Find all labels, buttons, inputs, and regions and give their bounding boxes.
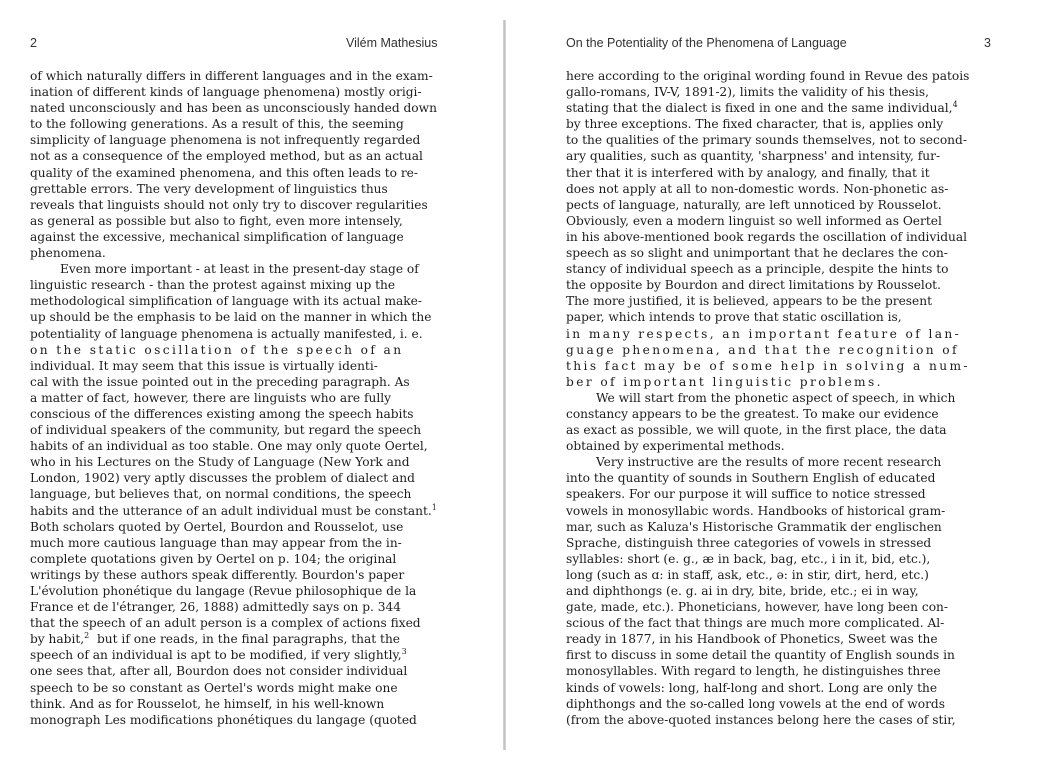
book-gutter (503, 20, 506, 750)
text-line: against the excessive, mechanical simplification of language (30, 229, 404, 244)
text-line: conscious of the differences existing among the speech habits (30, 406, 414, 421)
text-line-spaced: ber of important linguistic problems. (566, 374, 883, 389)
text-line-spaced: on the static oscillation of the speech of an (30, 342, 404, 357)
text-line: not as a consequence of the employed method, but as an actual (30, 149, 423, 164)
text-line (30, 631, 470, 647)
text-line: syllables: short (e. g., æ in back, bag, etc., i in it, bid, etc.), (566, 551, 931, 566)
text-line: to the qualities of the primary sounds themselves, not to second- (566, 133, 967, 148)
text-line: constancy appears to be the greatest. To make our evidence (566, 406, 939, 421)
text-line (30, 503, 470, 519)
text-line: speakers. For our purpose it will suffice to notice stressed (566, 487, 926, 502)
text-line: speech as so slight and unimportant that he declares the con- (566, 246, 948, 261)
text-line: of individual speakers of the community, but regard the speech (30, 423, 422, 438)
text-line: vowels in monosyllabic words. Handbooks of historical gram- (566, 503, 946, 518)
footnote-mark: 2 (84, 631, 90, 641)
text-line: the opposite by Bourdon and direct limitations by Rousselot. (566, 278, 941, 293)
text-line: simplicity of language phenomena is not infrequently regarded (30, 133, 421, 148)
text-line: language, but believes that, on normal conditions, the speech (30, 487, 412, 502)
text-line: scious of the fact that things are much more complicated. Al- (566, 616, 945, 631)
text-line: individual. It may seem that this issue is virtually identi- (30, 358, 378, 373)
text-line: first to discuss in some detail the quantity of English sounds in (566, 648, 955, 663)
text-line: gallo-romans, IV-V, 1891-2), limits the validity of his thesis, (566, 85, 929, 100)
text-line: linguistic research - than the protest against mixing up the (30, 278, 396, 293)
text-line-spaced: this fact may be of some help in solving a num- (566, 358, 970, 373)
text-line: that the speech of an adult person is a complex of actions fixed (30, 616, 421, 631)
running-head: Vilém Mathesius (346, 36, 438, 50)
text-line: gate, made, etc.). Phoneticians, however, have long been con- (566, 600, 949, 615)
text-line: complete quotations given by Oertel on p. 104; the original (30, 551, 397, 566)
text-line: speech to be so constant as Oertel's words might make one (30, 680, 398, 695)
paragraph-first-line: Even more important - at least in the present-day stage of (60, 262, 419, 277)
text-line: Both scholars quoted by Oertel, Bourdon and Rousselot, use (30, 519, 404, 534)
text-line: much more cautious language than may appear from the in- (30, 535, 402, 550)
text-line: phenomena. (30, 246, 106, 261)
text-line-content: stating that the dialect is fixed in one and the same individual, (566, 101, 953, 116)
text-line: up should be the emphasis to be laid on the manner in which the (30, 310, 432, 325)
footnote-mark: 4 (952, 100, 958, 110)
running-head: On the Potentiality of the Phenomena of Language (566, 36, 847, 50)
right-page-header (566, 36, 1002, 54)
left-page (30, 0, 470, 768)
page-number: 2 (30, 36, 37, 50)
text-line: ination of different kinds of language phenomena) mostly origi- (30, 85, 422, 100)
text-line-content: habits and the utterance of an adult individual must be constant. (30, 503, 432, 518)
text-line: diphthongs and the so-called long vowels at the end of words (566, 696, 945, 711)
text-line: a matter of fact, however, there are linguists who are fully (30, 390, 392, 405)
text-line: who in his Lectures on the Study of Language (New York and (30, 455, 410, 470)
right-page (566, 0, 1002, 768)
text-line: long (such as ɑ: in staff, ask, etc., ə: in stir, dirt, herd, etc.) (566, 567, 929, 582)
text-line: kinds of vowels: long, half-long and short. Long are only the (566, 680, 938, 695)
text-line: potentiality of language phenomena is actually manifested, i. e. (30, 326, 423, 341)
text-line: by three exceptions. The fixed character, that is, applies only (566, 117, 944, 132)
text-line: paper, which intends to prove that static oscillation is, (566, 310, 902, 325)
text-line-spaced: in many respects, an important feature of lan- (566, 326, 962, 341)
text-line-content: by habit, (30, 632, 85, 647)
text-line: writings by these authors speak differently. Bourdon's paper (30, 567, 405, 582)
text-line: ther that it is interfered with by analogy, and finally, that it (566, 165, 930, 180)
text-line: monosyllables. With regard to length, he distinguishes three (566, 664, 941, 679)
text-line: London, 1902) very aptly discusses the problem of dialect and (30, 471, 415, 486)
text-line: as exact as possible, we will quote, in the first place, the data (566, 423, 947, 438)
text-line: monograph Les modifications phonétiques du langage (quoted (30, 712, 417, 727)
text-line: obtained by experimental methods. (566, 439, 785, 454)
page-number: 3 (984, 36, 991, 50)
footnote-mark: 3 (401, 647, 407, 657)
text-line: mar, such as Kaluza's Historische Grammatik der englischen (566, 519, 942, 534)
text-line: Sprache, distinguish three categories of vowels in stressed (566, 535, 932, 550)
text-line: France et de l'étranger, 26, 1888) admittedly says on p. 344 (30, 600, 402, 615)
text-line: and diphthongs (e. g. ai in dry, bite, bride, etc.; ei in way, (566, 584, 919, 598)
text-line: pects of language, naturally, are left unnoticed by Rousselot. (566, 197, 942, 212)
footnote-mark: 1 (431, 502, 437, 512)
text-line: The more justified, it is believed, appears to be the present (566, 294, 932, 309)
right-page-body (566, 68, 1002, 728)
text-line: reveals that linguists should not only try to discover regularities (30, 197, 428, 212)
left-page-body (30, 68, 470, 728)
text-line: quality of the examined phenomena, and this often leads to re- (30, 165, 418, 180)
text-line: cal with the issue pointed out in the preceding paragraph. As (30, 374, 410, 389)
text-line: in his above-mentioned book regards the oscillation of individual (566, 229, 968, 244)
text-line: methodological simplification of language with its actual make- (30, 294, 423, 309)
text-line: nated unconsciously and has been as unconsciously handed down (30, 101, 437, 116)
text-line: to the following generations. As a result of this, the seeming (30, 117, 404, 132)
paragraph-first-line: We will start from the phonetic aspect of speech, in which (596, 390, 956, 405)
text-line: (from the above-quoted instances belong here the cases of stir, (566, 712, 956, 727)
text-line: Obviously, even a modern linguist so well informed as Oertel (566, 213, 942, 228)
paragraph-first-line: Very instructive are the results of more recent research (596, 455, 942, 470)
text-line-spaced: guage phenomena, and that the recognition of (566, 342, 959, 357)
text-line: stancy of individual speech as a principle, despite the hints to (566, 262, 949, 277)
text-line: one sees that, after all, Bourdon does not consider individual (30, 664, 408, 679)
text-line: here according to the original wording found in Revue des patois (566, 69, 970, 83)
text-line: grettable errors. The very development of linguistics thus (30, 181, 388, 196)
text-line: does not apply at all to non-domestic words. Non-phonetic as- (566, 181, 949, 196)
text-line: L'évolution phonétique du langage (Revue philosophique de la (30, 584, 417, 598)
text-line (30, 647, 470, 663)
text-line: of which naturally differs in different languages and in the exam- (30, 69, 433, 83)
text-line-content: speech of an individual is apt to be modified, if very slightly, (30, 648, 402, 663)
text-line (566, 100, 1002, 116)
text-line: ary qualities, such as quantity, 'sharpness' and intensity, fur- (566, 149, 941, 164)
text-line: think. And as for Rousselot, he himself, in his well-known (30, 696, 385, 711)
left-page-header (30, 36, 470, 54)
text-line: into the quantity of sounds in Southern English of educated (566, 471, 936, 486)
text-line: as general as possible but also to fight, even more intensely, (30, 213, 403, 228)
text-line: habits of an individual as too stable. One may only quote Oertel, (30, 439, 428, 454)
text-line: ready in 1877, in his Handbook of Phonetics, Sweet was the (566, 632, 938, 647)
text-line-content: but if one reads, in the final paragraphs, that the (97, 632, 401, 647)
